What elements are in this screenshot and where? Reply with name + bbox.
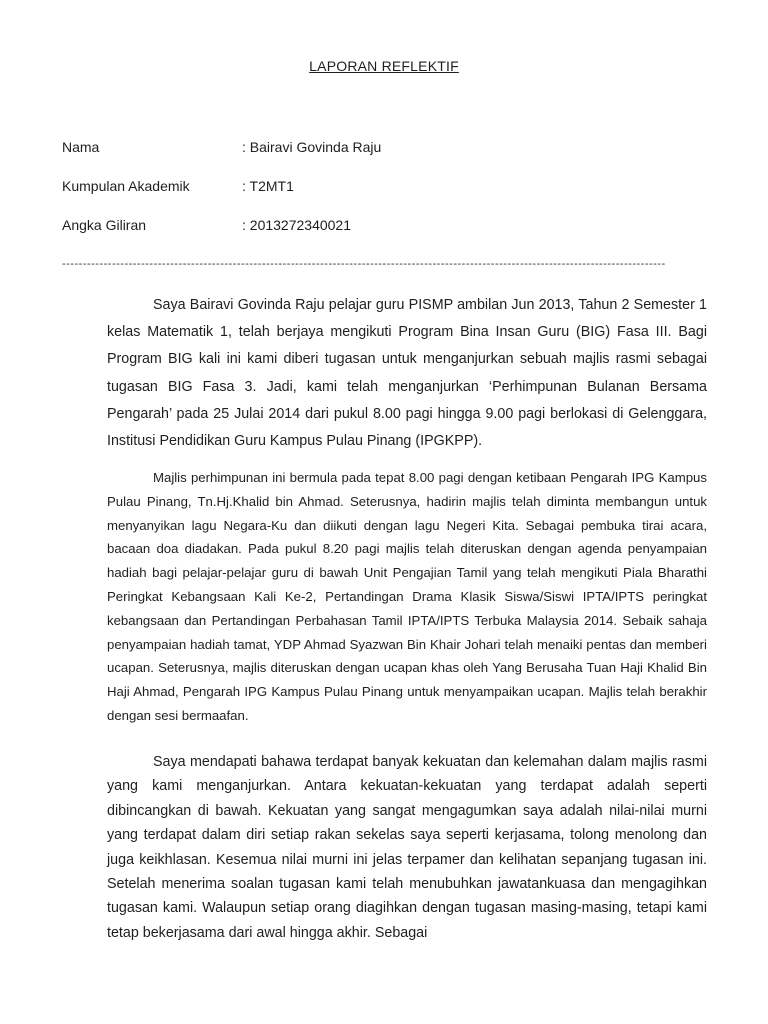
info-value-angka-giliran: : 2013272340021 [242,217,351,233]
info-row-nama [62,139,381,155]
info-value-kumpulan: : T2MT1 [242,178,294,194]
info-row-kumpulan [62,178,294,194]
info-row-angka-giliran [62,217,351,233]
info-value-nama: : Bairavi Govinda Raju [242,139,382,155]
paragraph-event-details: Majlis perhimpunan ini bermula pada tepat 8.00 pagi dengan ketibaan Pengarah IPG Kampus Pulau Pinang, Tn.Hj.Khalid bin Ahmad. Seterusnya, hadirin majlis telah diminta membangun untuk menyanyikan lagu Negara-Ku dan diikuti dengan lagu Negeri Kita. Sebagai pembuka tirai acara, bacaan doa diadakan. Pada pukul 8.20 pagi majlis telah diteruskan dengan agenda penyampaian hadiah bagi pelajar-pelajar guru di bawah Unit Pengajian Tamil yang telah mengikuti Piala Bharathi Peringkat Kebangsaan Kali Ke-2, Pertandingan Drama Klasik Siswa/Siswi IPTA/IPTS peringkat kebangsaan dan Pertandingan Perbahasan Tamil IPTA/IPTS Terbuka Malaysia 2014. Sebaik sahaja penyampaian hadiah tamat, YDP Ahmad Syazwan Bin Khair Johari telah menaiki pentas dan memberi ucapan. Seterusnya, majlis diteruskan dengan ucapan khas oleh Yang Berusaha Tuan Haji Khalid Bin Haji Ahmad, Pengarah IPG Kampus Pulau Pinang untuk menyampaikan ucapan. Majlis telah berakhir dengan sesi bermaafan. [107,470,707,723]
info-label-nama: Nama [62,139,100,155]
paragraph-intro: Saya Bairavi Govinda Raju pelajar guru PISMP ambilan Jun 2013, Tahun 2 Semester 1 kelas Matematik 1, telah berjaya mengikuti Program Bina Insan Guru (BIG) Fasa III. Bagi Program BIG kali ini kami diberi tugasan untuk menganjurkan sebuah majlis rasmi sebagai tugasan BIG Fasa 3. Jadi, kami telah menganjurkan ‘Perhimpunan Bulanan Bersama Pengarah’ pada 25 Julai 2014 dari pukul 8.00 pagi hingga 9.00 pagi berlokasi di Gelenggara, Institusi Pendidikan Guru Kampus Pulau Pinang (IPGKPP). [107,297,707,450]
document-title: LAPORAN REFLEKTIF [309,58,459,74]
paragraph-reflection: Saya mendapati bahawa terdapat banyak kekuatan dan kelemahan dalam majlis rasmi yang kami menganjurkan. Antara kekuatan-kekuatan yang terdapat adalah seperti dibincangkan di bawah. Kekuatan yang sangat mengagumkan saya adalah nilai-nilai murni yang terdapat dalam diri setiap rakan sekelas saya seperti kerjasama, tolong menolong dan juga keikhlasan. Kesemua nilai murni ini jelas terpamer dan kelihatan sepanjang tugasan ini. Setelah menerima soalan tugasan kami telah menubuhkan jawatankuasa dan mengagihkan tugasan kami. Walaupun setiap orang diagihkan dengan tugasan masing-masing, tetapi kami tetap bekerjasama dari awal hingga akhir. Sebagai [107,754,707,941]
info-label-kumpulan: Kumpulan Akademik [62,178,190,194]
section-divider: ------------------------------------------------------------------------------------------------------------------------------------------------- [62,258,666,270]
info-label-angka-giliran: Angka Giliran [62,217,147,233]
